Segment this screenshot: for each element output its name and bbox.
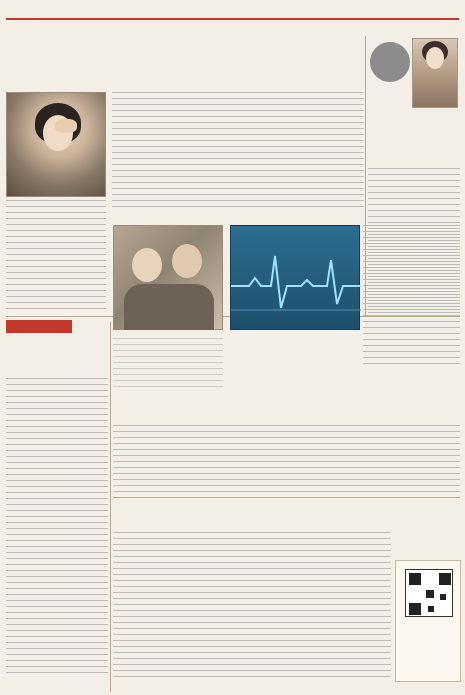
body-text xyxy=(113,338,223,390)
ecg-wave xyxy=(231,226,361,331)
body-text xyxy=(113,425,460,493)
qr-module xyxy=(428,606,434,612)
photo-face xyxy=(426,47,444,69)
body-text xyxy=(363,225,460,367)
column-rule xyxy=(110,322,111,692)
photo-clothing xyxy=(124,284,214,330)
qr-code-icon[interactable] xyxy=(405,569,453,617)
qr-finder xyxy=(409,603,421,615)
lead-body-left xyxy=(6,200,106,312)
masthead-bar xyxy=(6,4,459,20)
qr-module xyxy=(426,590,434,598)
body-text xyxy=(6,378,108,678)
ecg-illustration xyxy=(230,225,360,330)
lead-photo xyxy=(6,92,106,197)
qa-badge xyxy=(370,42,410,82)
qr-module xyxy=(440,594,446,600)
body-text xyxy=(112,92,364,210)
gallbladder-photo xyxy=(113,225,223,330)
medical-banner xyxy=(6,320,72,333)
section-rule xyxy=(113,497,460,498)
photo-figure xyxy=(172,244,202,278)
gallbladder-body xyxy=(113,425,460,493)
qr-finder xyxy=(409,573,421,585)
qa-graphic xyxy=(368,38,460,108)
dining-body xyxy=(113,532,391,682)
gallbladder-body-left xyxy=(113,338,223,390)
body-text xyxy=(6,200,106,312)
gallbladder-side-body xyxy=(363,225,460,367)
ad-box xyxy=(395,560,461,682)
lead-body-top xyxy=(112,92,364,210)
qr-finder xyxy=(439,573,451,585)
photo-hand xyxy=(55,119,77,133)
medical-body xyxy=(6,378,108,678)
body-text xyxy=(113,532,391,682)
photo-figure xyxy=(132,248,162,282)
qa-photo xyxy=(412,38,458,108)
